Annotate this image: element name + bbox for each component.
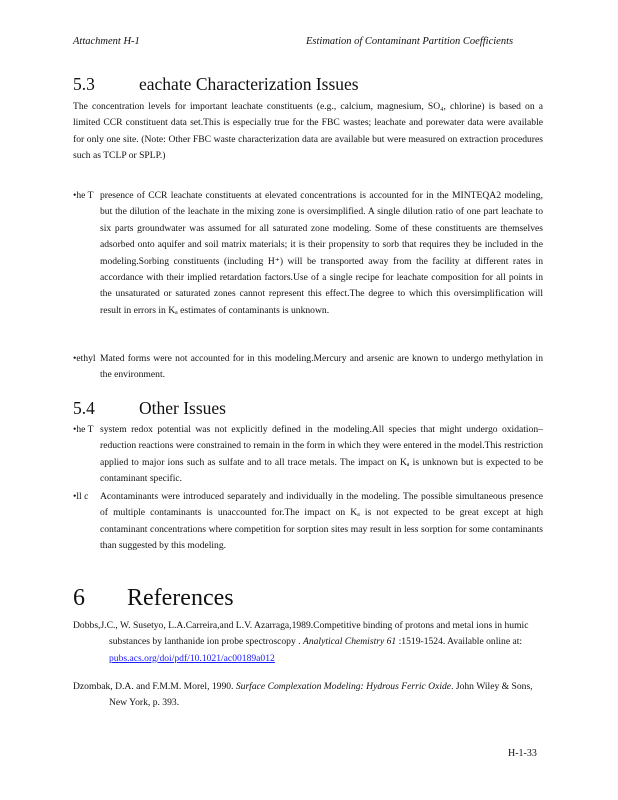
bullet-lead: •he T <box>73 424 94 435</box>
section-5-3-heading <box>73 74 359 95</box>
references-heading <box>73 585 234 612</box>
bullet-text: system redox potential was not explicitly defined in the modeling.All species that might undergo oxidation–reduction reactions were constrained to remain in the form in which they were entered in the model.This restriction applied to major ions such as sulfate and to all trace metals. The impact on Kₐ is unknown but is expected to be contaminant specific. <box>100 424 543 485</box>
ref-journal: Analytical Chemistry 61 <box>302 636 397 648</box>
header-left: Attachment H-1 <box>73 36 140 47</box>
bullet-lead: •ll c <box>73 491 89 502</box>
section-number: 5.4 <box>73 398 95 418</box>
section-number: 6 <box>73 585 85 611</box>
bullet-item <box>73 188 543 319</box>
ref-link[interactable]: pubs.acs.org/doi/pdf/10.1021/ac00189a012 <box>109 652 275 664</box>
bullet-item <box>73 489 543 555</box>
section-title: References <box>127 585 234 611</box>
reference-item <box>73 679 543 712</box>
section-title: Other Issues <box>139 398 226 418</box>
bullet-lead: •he T <box>73 190 94 201</box>
bullet-text: Mated forms were not accounted for in this modeling.Mercury and arsenic are known to undergo methylation in the environment. <box>100 353 543 381</box>
section-5-4-heading <box>73 398 226 419</box>
ref-authors: Dobbs,J.C., W. Susetyo, L.A.Carreira,and L.V. Azarraga,1989.Competitive binding of protons and metal ions in humic substances by lanthanide ion probe spectroscopy . <box>73 620 529 648</box>
bullet-item <box>73 351 543 384</box>
reference-item <box>73 618 543 667</box>
ref-details: :1519-1524. Available online at: <box>398 636 523 648</box>
bullet-text: presence of CCR leachate constituents at elevated concentrations is accounted for in the MINTEQA2 modeling, but the dilution of the leachate in the mixing zone is oversimplified. A single dilution ratio of one part leachate to six parts groundwater was assumed for all saturated zone modeling. Some of these constituents are themselves adsorbed onto aquifer and soil matrix materials; it is their propensity to sorb that requires they be included in the modeling.Sorbing constituents (including H⁺) will be transported away from the facility at different rates in accordance with their implied retardation factors.Use of a single recipe for leachate composition for all points in the unsaturated or saturated zones cannot represent this effect.The degree to which this oversimplification will result in errors in Kₐ estimates of contaminants is unknown. <box>100 190 543 316</box>
bullet-text: Acontaminants were introduced separately and individually in the modeling. The possible simultaneous presence of multiple contaminants is unaccounted for.The impact on Kₐ is not expected to be great except at high contaminant concentrations where competition for sorption sites may result in less sorption for some contaminants than suggested by this modeling. <box>100 491 543 552</box>
bullet-lead: •ethyl <box>73 353 96 364</box>
ref-authors: Dzombak, D.A. and F.M.M. Morel, 1990. <box>73 681 234 692</box>
section-title: eachate Characterization Issues <box>139 74 359 94</box>
ref-details: . John Wiley & Sons, New York, p. 393. <box>109 681 533 709</box>
page-number: H-1-33 <box>508 748 537 759</box>
section-number: 5.3 <box>73 74 95 94</box>
section-5-3-paragraph: The concentration levels for important leachate constituents (e.g., calcium, magnesium, SO₄, chlorine) is based on a limited CCR constituent data set.This is especially true for the FBC wastes; leachate and porewater data were available for only one site. (Note: Other FBC waste characterization data are available but were measured on extraction procedures such as TCLP or SPLP.) <box>73 101 543 162</box>
header-right: Estimation of Contaminant Partition Coefficients <box>306 36 514 47</box>
bullet-item <box>73 422 543 488</box>
ref-title: Surface Complexation Modeling: Hydrous Ferric Oxide <box>235 681 452 692</box>
